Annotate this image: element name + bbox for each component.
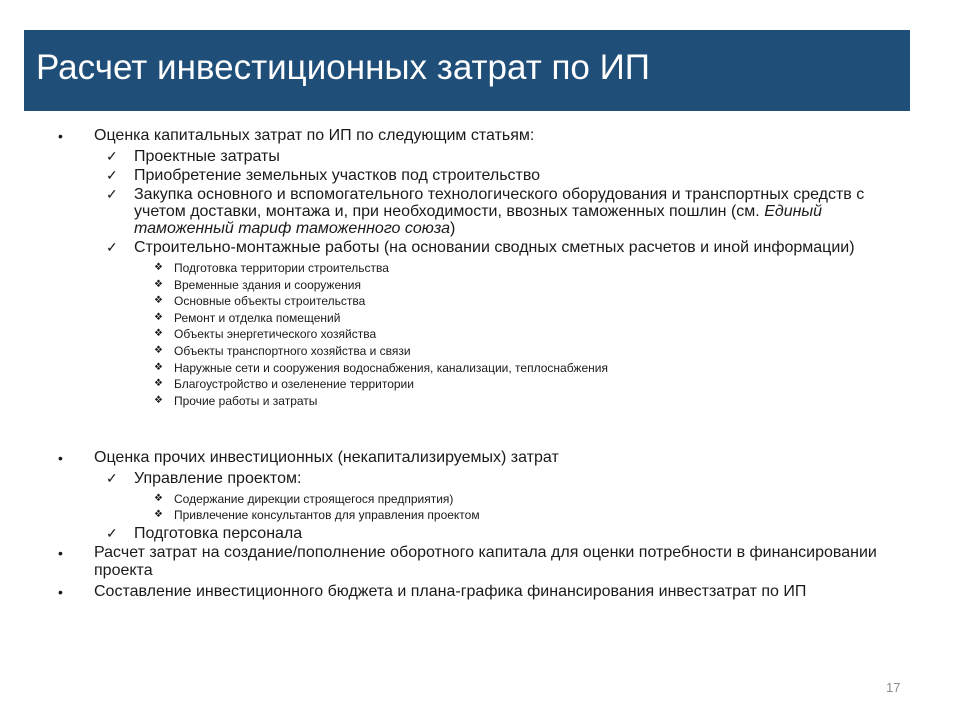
subitem-text: Прочие работы и затраты bbox=[174, 393, 318, 408]
slide-title: Расчет инвестиционных затрат по ИП bbox=[36, 48, 650, 87]
subitem-text: Объекты транспортного хозяйства и связи bbox=[174, 343, 411, 358]
subitem-text: Основные объекты строительства bbox=[174, 294, 366, 309]
check-item-text: Подготовка персонала bbox=[134, 524, 303, 542]
check-icon: ✓ bbox=[106, 524, 118, 541]
subitem-text: Подготовка территории строительства bbox=[174, 261, 389, 275]
check-item-staff-training bbox=[56, 525, 916, 542]
subitem-other-works bbox=[56, 394, 916, 408]
subitem-site-preparation bbox=[56, 261, 916, 275]
check-item-equipment bbox=[56, 186, 916, 237]
check-item-design bbox=[56, 148, 916, 165]
diamond-icon: ❖ bbox=[154, 509, 163, 521]
subitem-consultants bbox=[56, 508, 916, 522]
subitem-external-networks bbox=[56, 361, 916, 375]
customs-tariff-reference: Единый таможенный тариф таможенного союза bbox=[134, 203, 823, 237]
diamond-icon: ❖ bbox=[154, 361, 163, 373]
diamond-icon: ❖ bbox=[154, 344, 163, 356]
subitem-energy bbox=[56, 327, 916, 341]
bullet-text: Составление инвестиционного бюджета и плана-графика финансирования инвестзатрат по ИП bbox=[94, 582, 807, 600]
slide-content bbox=[56, 127, 916, 604]
check-item-construction bbox=[56, 239, 916, 256]
check-item-text: Закупка основного и вспомогательного технологического оборудования и транспортных средств с учетом доставки, монтажа и, при необходимости, ввозных таможенных пошлин (см. bbox=[134, 186, 865, 220]
subitem-text: Объекты энергетического хозяйства bbox=[174, 327, 377, 342]
page-number: 17 bbox=[886, 680, 901, 695]
bullet-capital-costs bbox=[56, 127, 916, 145]
check-icon: ✓ bbox=[106, 148, 118, 164]
subitem-transport bbox=[56, 344, 916, 358]
subitem-text: Временные здания и сооружения bbox=[174, 277, 361, 292]
bullet-other-costs bbox=[56, 449, 916, 467]
subitem-main-objects bbox=[56, 294, 916, 308]
check-item-text: Управление проектом: bbox=[134, 469, 302, 487]
check-item-text: Приобретение земельных участков под строительство bbox=[134, 167, 541, 184]
bullet-icon: • bbox=[58, 544, 63, 561]
spacer bbox=[56, 414, 916, 449]
diamond-icon: ❖ bbox=[154, 295, 163, 307]
check-item-text-tail: ) bbox=[449, 220, 456, 237]
subitem-text: Содержание дирекции строящегося предприятия) bbox=[174, 491, 454, 506]
title-bar bbox=[24, 30, 910, 111]
diamond-icon: ❖ bbox=[154, 394, 163, 406]
bullet-budget bbox=[56, 583, 916, 601]
bullet-icon: • bbox=[58, 128, 63, 144]
check-icon: ✓ bbox=[106, 186, 118, 202]
check-item-text: Проектные затраты bbox=[134, 148, 280, 165]
check-item-land bbox=[56, 167, 916, 184]
diamond-icon: ❖ bbox=[154, 328, 163, 340]
subitem-text: Привлечение консультантов для управления проектом bbox=[174, 508, 480, 523]
subitem-repair bbox=[56, 311, 916, 325]
check-item-project-management bbox=[56, 470, 916, 487]
bullet-icon: • bbox=[58, 583, 63, 600]
diamond-icon: ❖ bbox=[154, 492, 163, 504]
check-item-text: Строительно-монтажные работы (на основании сводных сметных расчетов и иной информации) bbox=[134, 239, 855, 256]
diamond-icon: ❖ bbox=[154, 278, 163, 290]
subitem-landscaping bbox=[56, 377, 916, 391]
check-icon: ✓ bbox=[106, 469, 118, 486]
subitem-directorate bbox=[56, 492, 916, 506]
bullet-text: Расчет затрат на создание/пополнение оборотного капитала для оценки потребности в финансировании проекта bbox=[94, 543, 877, 579]
subitem-text: Наружные сети и сооружения водоснабжения, канализации, теплоснабжения bbox=[174, 360, 608, 375]
diamond-icon: ❖ bbox=[154, 311, 163, 323]
bullet-text: Оценка капитальных затрат по ИП по следующим статьям: bbox=[94, 127, 535, 144]
check-icon: ✓ bbox=[106, 239, 118, 255]
diamond-icon: ❖ bbox=[154, 378, 163, 390]
bullet-working-capital bbox=[56, 544, 916, 580]
bullet-icon: • bbox=[58, 449, 63, 466]
subitem-text: Благоустройство и озеленение территории bbox=[174, 377, 414, 392]
diamond-icon: ❖ bbox=[154, 262, 163, 273]
subitem-temporary-buildings bbox=[56, 278, 916, 292]
subitem-text: Ремонт и отделка помещений bbox=[174, 310, 341, 325]
bullet-text: Оценка прочих инвестиционных (некапитализируемых) затрат bbox=[94, 448, 559, 466]
check-icon: ✓ bbox=[106, 167, 118, 183]
